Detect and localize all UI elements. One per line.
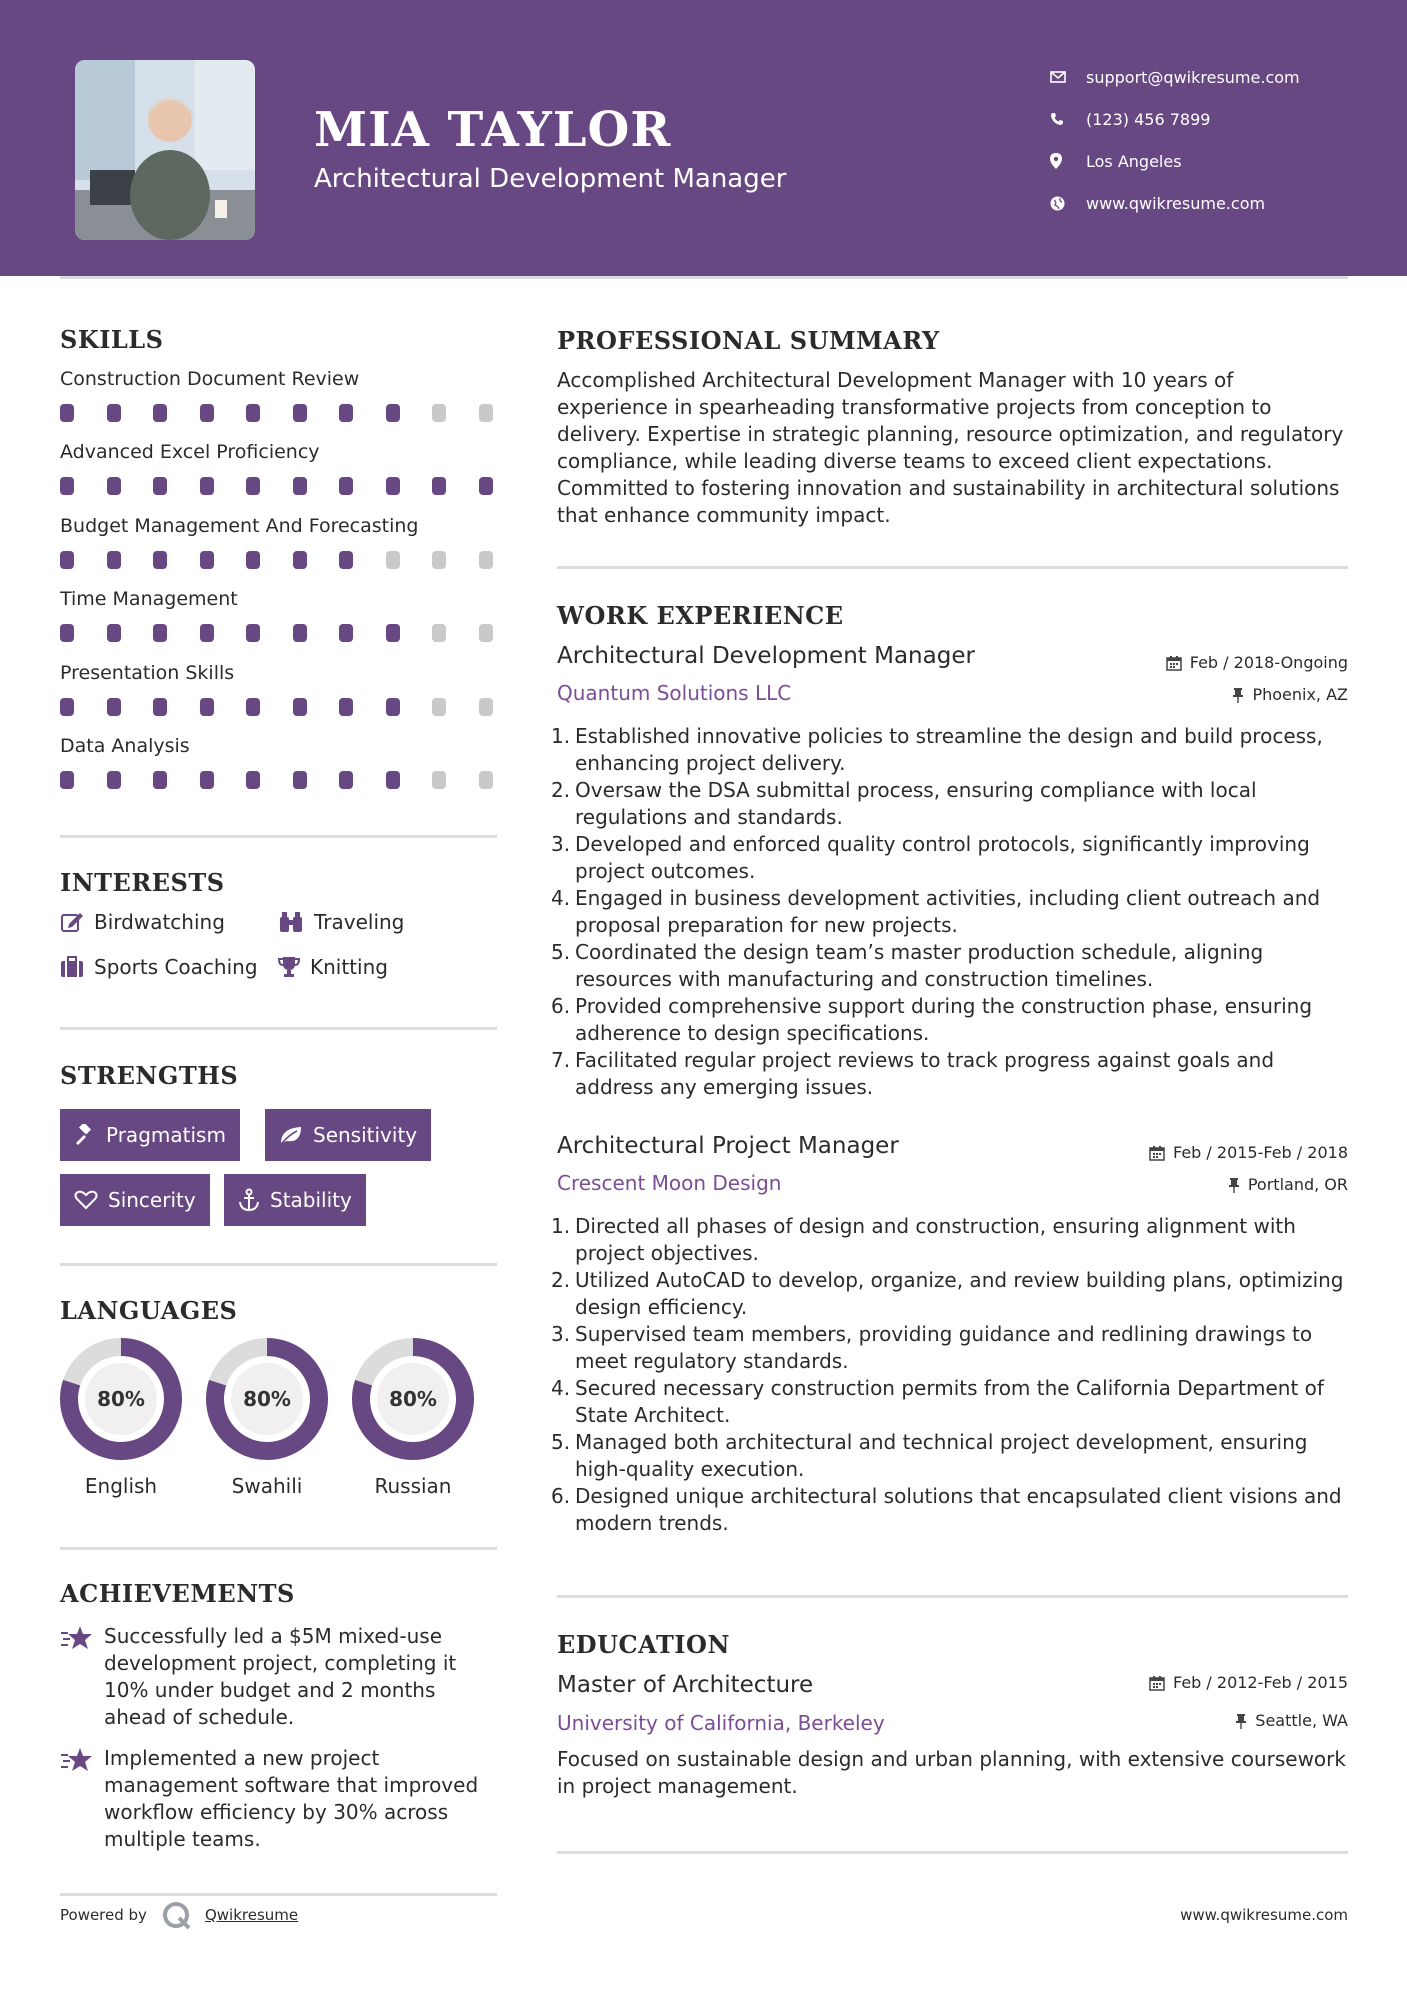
contact-location-text: Los Angeles — [1086, 151, 1182, 171]
strengths-heading: STRENGTHS — [60, 1061, 239, 1090]
section-divider — [60, 1893, 497, 1896]
responsibility-item — [551, 939, 1348, 993]
job-dates-text: Feb / 2018-Ongoing — [1189, 653, 1348, 672]
skill-rating — [60, 771, 497, 789]
rating-dot-empty — [432, 624, 446, 642]
list-number: 7. — [551, 1048, 571, 1072]
rating-dot-filled — [386, 698, 400, 716]
strength-badge — [265, 1109, 431, 1161]
achievement-text: Implemented a new project management software that improved workflow efficiency by 30% across multiple teams. — [104, 1746, 479, 1851]
list-number: 4. — [551, 886, 571, 910]
rating-dot-filled — [246, 551, 260, 569]
rating-dot-filled — [107, 771, 121, 789]
rating-dot-filled — [339, 771, 353, 789]
achievement-text: Successfully led a $5M mixed-use development project, completing it 10% under budget and 2 months ahead of schedule. — [104, 1624, 457, 1729]
skill-rating — [60, 551, 497, 569]
rating-dot-filled — [107, 624, 121, 642]
responsibility-text: Designed unique architectural solutions that encapsulated client visions and modern trends. — [575, 1484, 1342, 1535]
rating-dot-filled — [339, 404, 353, 422]
rating-dot-filled — [432, 477, 446, 495]
qwikresume-logo-icon — [161, 1900, 193, 1930]
interest-label: Sports Coaching — [94, 955, 258, 979]
responsibility-item — [551, 831, 1348, 885]
contact-phone-text: (123) 456 7899 — [1086, 109, 1211, 129]
heart-icon — [74, 1190, 98, 1210]
job-responsibilities — [551, 723, 1348, 1101]
responsibility-item — [551, 1429, 1348, 1483]
rating-dot-empty — [479, 404, 493, 422]
star-icon — [60, 1745, 94, 1775]
strength-label: Stability — [270, 1188, 352, 1212]
rating-dot-filled — [153, 404, 167, 422]
skill-label: Data Analysis — [60, 735, 190, 757]
interest-label: Knitting — [310, 955, 388, 979]
skill-label: Presentation Skills — [60, 661, 235, 684]
education-dates — [1149, 1673, 1348, 1692]
responsibility-item — [551, 1483, 1348, 1537]
header-divider — [60, 276, 1348, 279]
contact-email[interactable] — [1050, 56, 1300, 98]
pushpin-icon — [1235, 1713, 1247, 1729]
language-level-ring — [352, 1338, 474, 1460]
job-dates-text: Feb / 2015-Feb / 2018 — [1173, 1143, 1348, 1162]
list-number: 1. — [551, 1214, 571, 1238]
gavel-icon — [74, 1124, 96, 1146]
achievement-item — [60, 1623, 497, 1731]
rating-dot-filled — [107, 551, 121, 569]
interests-heading: INTERESTS — [60, 868, 225, 897]
trophy-icon — [278, 956, 300, 978]
responsibility-text: Provided comprehensive support during the construction phase, ensuring adherence to design specifications. — [575, 994, 1313, 1045]
responsibility-item — [551, 1047, 1348, 1101]
language-level-ring — [60, 1338, 182, 1460]
education-description: Focused on sustainable design and urban planning, with extensive coursework in project management. — [557, 1747, 1346, 1798]
rating-dot-empty — [479, 551, 493, 569]
interest-label: Birdwatching — [94, 910, 225, 934]
experience-heading: WORK EXPERIENCE — [557, 601, 844, 630]
rating-dot-filled — [386, 477, 400, 495]
powered-by-label: Powered by — [60, 1906, 147, 1924]
section-divider — [60, 835, 497, 838]
list-number: 2. — [551, 778, 571, 802]
section-divider — [60, 1547, 497, 1550]
language-name: English — [84, 1474, 158, 1498]
rating-dot-filled — [339, 551, 353, 569]
rating-dot-filled — [200, 771, 214, 789]
candidate-name: MIA TAYLOR — [314, 102, 672, 158]
job-title: Architectural Project Manager — [557, 1133, 899, 1159]
rating-dot-filled — [60, 624, 74, 642]
responsibility-text: Developed and enforced quality control protocols, significantly improving project outcomes. — [575, 832, 1310, 883]
responsibility-text: Secured necessary construction permits from the California Department of State Architect. — [575, 1376, 1324, 1427]
footer-powered-by — [60, 1900, 298, 1930]
rating-dot-filled — [293, 551, 307, 569]
list-number: 3. — [551, 1322, 571, 1346]
rating-dot-filled — [246, 477, 260, 495]
interest-item — [60, 955, 258, 979]
responsibility-item — [551, 1267, 1348, 1321]
phone-icon — [1050, 112, 1086, 126]
responsibility-text: Supervised team members, providing guidance and redlining drawings to meet regulatory standards. — [575, 1322, 1313, 1373]
skill-rating — [60, 477, 497, 495]
interest-item — [278, 955, 388, 979]
rating-dot-filled — [293, 404, 307, 422]
education-location — [1235, 1711, 1348, 1730]
interest-item — [60, 910, 225, 934]
achievement-item — [60, 1745, 497, 1853]
rating-dot-filled — [60, 404, 74, 422]
strength-badge — [60, 1174, 210, 1226]
skill-rating — [60, 698, 497, 716]
rating-dot-empty — [479, 624, 493, 642]
briefcase-icon — [60, 956, 84, 978]
skill-rating — [60, 624, 497, 642]
rating-dot-filled — [60, 698, 74, 716]
responsibility-text: Facilitated regular project reviews to track progress against goals and address any emerging issues. — [575, 1048, 1275, 1099]
rating-dot-filled — [293, 624, 307, 642]
rating-dot-empty — [432, 698, 446, 716]
language-item — [206, 1338, 328, 1498]
interest-item — [278, 910, 404, 934]
pushpin-icon — [1228, 1177, 1240, 1193]
summary-heading: PROFESSIONAL SUMMARY — [557, 326, 940, 355]
rating-dot-empty — [479, 698, 493, 716]
calendar-icon — [1149, 1675, 1165, 1691]
education-heading: EDUCATION — [557, 1630, 730, 1659]
contact-location — [1050, 140, 1300, 182]
language-item — [60, 1338, 182, 1498]
rating-dot-filled — [107, 698, 121, 716]
rating-dot-filled — [386, 624, 400, 642]
rating-dot-filled — [153, 477, 167, 495]
skills-heading: SKILLS — [60, 325, 164, 354]
contact-phone[interactable] — [1050, 98, 1300, 140]
language-name: Swahili — [231, 1474, 303, 1498]
languages-heading: LANGUAGES — [60, 1296, 238, 1325]
school-name: University of California, Berkeley — [557, 1711, 885, 1735]
language-percent: 80% — [389, 1387, 437, 1411]
rating-dot-filled — [386, 771, 400, 789]
profile-photo — [75, 60, 255, 240]
responsibility-item — [551, 993, 1348, 1047]
contact-list — [1050, 56, 1300, 224]
company-name: Quantum Solutions LLC — [557, 681, 792, 705]
rating-dot-filled — [200, 551, 214, 569]
education-location-text: Seattle, WA — [1255, 1711, 1348, 1730]
contact-email-text: support@qwikresume.com — [1086, 67, 1300, 87]
leaf-icon — [279, 1125, 303, 1145]
list-number: 6. — [551, 994, 571, 1018]
list-number: 1. — [551, 724, 571, 748]
section-divider — [557, 1851, 1348, 1854]
envelope-icon — [1050, 70, 1086, 84]
calendar-icon — [1149, 1145, 1165, 1161]
list-number: 5. — [551, 1430, 571, 1454]
job-location — [1232, 685, 1348, 704]
skill-label: Advanced Excel Proficiency — [60, 441, 320, 464]
footer-website[interactable]: www.qwikresume.com — [1180, 1906, 1348, 1924]
company-name: Crescent Moon Design — [557, 1171, 782, 1195]
summary-text: Accomplished Architectural Development Manager with 10 years of experience in spearheading transformative projects from conception to delivery. Expertise in strategic planning, resource optimization, and regulatory compliance, while leading diverse teams to exceed client expectations. Committed to fostering innovation and sustainability in architectural solutions that enhance community impact. — [557, 368, 1344, 527]
rating-dot-filled — [60, 771, 74, 789]
rating-dot-filled — [153, 551, 167, 569]
responsibility-item — [551, 723, 1348, 777]
anchor-icon — [238, 1188, 260, 1212]
strength-badge — [60, 1109, 240, 1161]
strength-label: Sensitivity — [313, 1123, 418, 1147]
job-location — [1228, 1175, 1348, 1194]
job-dates — [1166, 653, 1348, 672]
rating-dot-filled — [200, 477, 214, 495]
rating-dot-filled — [153, 698, 167, 716]
rating-dot-filled — [293, 477, 307, 495]
job-dates — [1149, 1143, 1348, 1162]
pencil-square-icon — [60, 911, 84, 933]
achievements-heading: ACHIEVEMENTS — [60, 1579, 295, 1608]
skill-label: Time Management — [60, 588, 238, 611]
rating-dot-filled — [339, 698, 353, 716]
responsibility-text: Coordinated the design team’s master production schedule, aligning resources with manufacturing and construction timelines. — [575, 940, 1264, 991]
responsibility-text: Oversaw the DSA submittal process, ensuring compliance with local regulations and standards. — [575, 778, 1257, 829]
list-number: 2. — [551, 1268, 571, 1292]
list-number: 5. — [551, 940, 571, 964]
candidate-title: Architectural Development Manager — [314, 164, 787, 194]
section-divider — [60, 1263, 497, 1266]
skill-label: Construction Document Review — [60, 368, 360, 390]
rating-dot-filled — [200, 404, 214, 422]
rating-dot-filled — [246, 404, 260, 422]
skill-rating — [60, 404, 497, 422]
job-responsibilities — [551, 1213, 1348, 1537]
job-location-text: Portland, OR — [1247, 1175, 1348, 1194]
brand-link[interactable]: Qwikresume — [204, 1906, 299, 1924]
contact-website[interactable] — [1050, 182, 1300, 224]
rating-dot-filled — [246, 698, 260, 716]
responsibility-text: Engaged in business development activities, including client outreach and proposal preparation for new projects. — [575, 886, 1321, 937]
responsibility-item — [551, 1213, 1348, 1267]
language-percent: 80% — [97, 1387, 145, 1411]
language-item — [352, 1338, 474, 1498]
pushpin-icon — [1232, 687, 1244, 703]
responsibility-item — [551, 1375, 1348, 1429]
language-level-ring — [206, 1338, 328, 1460]
education-dates-text: Feb / 2012-Feb / 2015 — [1173, 1673, 1348, 1692]
section-divider — [557, 1595, 1348, 1598]
language-name: Russian — [374, 1474, 452, 1498]
calendar-icon — [1166, 655, 1182, 671]
rating-dot-filled — [479, 477, 493, 495]
star-icon — [60, 1623, 94, 1653]
contact-website-text: www.qwikresume.com — [1086, 193, 1266, 213]
rating-dot-filled — [60, 477, 74, 495]
rating-dot-filled — [107, 404, 121, 422]
rating-dot-filled — [200, 698, 214, 716]
responsibility-item — [551, 777, 1348, 831]
responsibility-item — [551, 885, 1348, 939]
responsibility-item — [551, 1321, 1348, 1375]
rating-dot-filled — [107, 477, 121, 495]
rating-dot-filled — [339, 477, 353, 495]
rating-dot-filled — [60, 551, 74, 569]
language-percent: 80% — [243, 1387, 291, 1411]
rating-dot-filled — [153, 624, 167, 642]
strength-label: Sincerity — [108, 1188, 196, 1212]
responsibility-text: Established innovative policies to streamline the design and build process, enhancing project delivery. — [575, 724, 1323, 775]
skill-label: Budget Management And Forecasting — [60, 514, 419, 537]
rating-dot-empty — [432, 771, 446, 789]
rating-dot-empty — [432, 404, 446, 422]
binoculars-icon — [278, 911, 304, 933]
list-number: 6. — [551, 1484, 571, 1508]
interest-label: Traveling — [314, 910, 405, 934]
rating-dot-empty — [432, 551, 446, 569]
rating-dot-empty — [479, 771, 493, 789]
rating-dot-empty — [386, 551, 400, 569]
job-title: Architectural Development Manager — [557, 643, 975, 669]
rating-dot-filled — [153, 771, 167, 789]
strength-badge — [224, 1174, 366, 1226]
map-marker-icon — [1050, 153, 1086, 169]
responsibility-text: Managed both architectural and technical project development, ensuring high-quality execution. — [575, 1430, 1308, 1481]
strength-label: Pragmatism — [106, 1123, 226, 1147]
rating-dot-filled — [200, 624, 214, 642]
rating-dot-filled — [246, 624, 260, 642]
section-divider — [557, 566, 1348, 569]
rating-dot-filled — [293, 771, 307, 789]
list-number: 4. — [551, 1376, 571, 1400]
job-location-text: Phoenix, AZ — [1252, 685, 1348, 704]
globe-icon — [1050, 196, 1086, 211]
rating-dot-filled — [246, 771, 260, 789]
list-number: 3. — [551, 832, 571, 856]
responsibility-text: Directed all phases of design and construction, ensuring alignment with project objectives. — [575, 1214, 1296, 1265]
responsibility-text: Utilized AutoCAD to develop, organize, and review building plans, optimizing design efficiency. — [575, 1268, 1344, 1319]
section-divider — [60, 1027, 497, 1030]
rating-dot-filled — [386, 404, 400, 422]
rating-dot-filled — [339, 624, 353, 642]
resume-header — [0, 0, 1407, 276]
degree-name: Master of Architecture — [557, 1672, 814, 1698]
rating-dot-filled — [293, 698, 307, 716]
